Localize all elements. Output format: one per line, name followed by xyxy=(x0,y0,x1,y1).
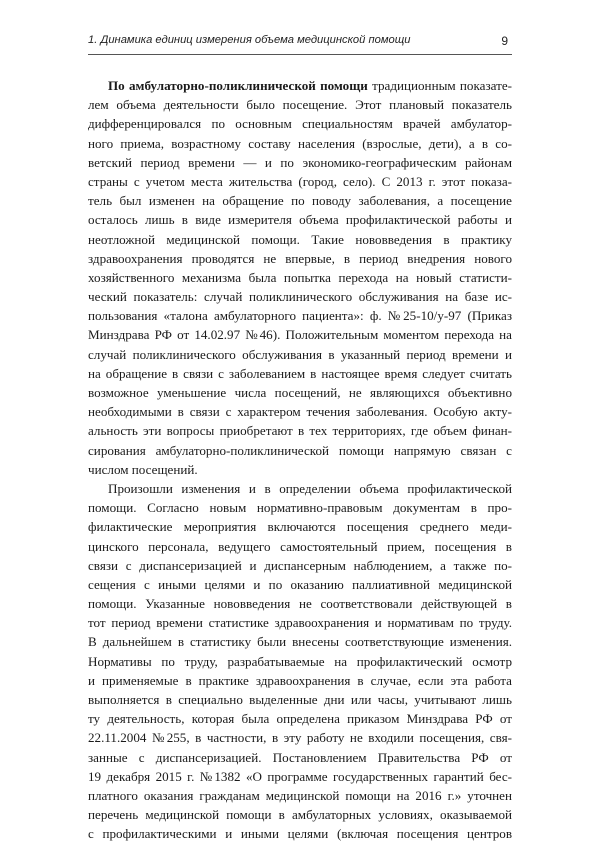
page-number: 9 xyxy=(501,34,508,48)
text-line: По амбулаторно-поликлинической помощи традиционным показате- xyxy=(108,78,512,93)
text-line: Минздрава РФ от 14.02.97 №46). Положительным моментом перехода на xyxy=(88,327,512,343)
text-line: занные с диспансеризацией. Постановлением Правительства РФ от xyxy=(88,749,512,765)
text-line: пользования «талона амбулаторного пациента»: ф. №25-10/у-97 (Приказ xyxy=(88,308,512,324)
running-title: 1. Динамика единиц измерения объема медицинской помощи xyxy=(88,34,411,46)
text-line: платного оказания гражданам медицинской помощи на 2016 г.» уточнен xyxy=(88,787,512,803)
text-line: связи с диспансеризацией и диспансерным наблюдением, а также по- xyxy=(88,557,512,573)
text-line: перечень медицинской помощи в амбулаторных условиях, оказываемой xyxy=(88,807,512,823)
text-line: необходимыми в связи с характером течения заболевания. Особую акту- xyxy=(88,404,512,420)
text-line: сещения с иными целями и по оказанию паллиативной медицинской xyxy=(88,576,512,592)
text-line: тот период времени статистике здравоохранения и нормативам по труду. xyxy=(88,615,512,631)
text-line: хозяйственного механизма была попытка перехода на новый статисти- xyxy=(88,269,512,285)
text-line: помощи. Согласно новым нормативно-правовым документам в про- xyxy=(88,500,512,516)
text-line: филактические мероприятия включаются посещения среднего меди- xyxy=(88,519,512,535)
text-line: альность эти вопросы приобретают в тех территориях, где объем финан- xyxy=(88,423,512,439)
text-line: неотложной медицинской помощи. Такие нововведения в практику xyxy=(88,231,512,247)
text-line: В дальнейшем в статистику были внесены соответствующие изменения. xyxy=(88,634,512,650)
text-line: Произошли изменения и в определении объема профилактической xyxy=(108,480,512,496)
bold-lead: По амбулаторно-поликлинической помощи xyxy=(108,78,368,93)
text-line: с профилактическими и иными целями (включая посещения центров xyxy=(88,826,512,842)
text-line: тель был изменен на обращение по поводу заболевания, а посещение xyxy=(88,193,512,209)
running-header xyxy=(88,34,512,56)
header-rule xyxy=(88,54,512,55)
text-line: числом посещений. xyxy=(88,461,198,477)
text-line: ного приема, возрастному составу населения (взрослые, дети), а в со- xyxy=(88,135,512,151)
text-line: сирования амбулаторно-поликлинической помощи напрямую связан с xyxy=(88,442,512,458)
text-line: дифференцировался по основным специальностям врачей амбулатор- xyxy=(88,116,512,132)
text-line: ветский период времени — и по экономико-географическим районам xyxy=(88,154,512,170)
text-line: помощи. Указанные нововведения не соответствовали действующей в xyxy=(88,596,512,612)
text-line: случай поликлинического обслуживания в указанный период времени и xyxy=(88,346,512,362)
text-line: 19 декабря 2015 г. №1382 «О программе государственных гарантий бес- xyxy=(88,768,512,784)
paragraph-1 xyxy=(88,76,512,479)
text-line: и применяемые в практике здравоохранения в случае, если эта работа xyxy=(88,672,512,688)
text-line: возможное уменьшение числа посещений, не являющихся объективно xyxy=(88,385,512,400)
text-line: 22.11.2004 №255, в частности, в эту работу не входили посещения, свя- xyxy=(88,730,512,746)
text-line: на обращение в связи с заболеванием в настоящее время следует считать xyxy=(88,365,512,381)
text-line: Нормативы по труду, разрабатываемые на профилактический осмотр xyxy=(88,653,512,669)
text-line: ту деятельность, которая была определена приказом Минздрава РФ от xyxy=(88,711,512,727)
text-line: здравоохранения проводятся не впервые, в период внедрения нового xyxy=(88,250,512,266)
text-line: выполняется в специально выделенные дни или часы, учитывают лишь xyxy=(88,692,512,707)
text-line: лем объема деятельности было посещение. Этот плановый показатель xyxy=(88,97,512,113)
text-line: осталось лишь в виде измерителя объема профилактической работы и xyxy=(88,212,512,228)
body-text xyxy=(88,76,512,844)
text-line: ческий показатель: случай поликлинического обслуживания на базе ис- xyxy=(88,289,512,305)
text-line: страны с учетом места жительства (город, село). С 2013 г. этот показа- xyxy=(88,173,512,189)
text-line: цинского персонала, ведущего самостоятельный прием, посещения в xyxy=(88,538,512,554)
paragraph-2 xyxy=(88,479,512,844)
